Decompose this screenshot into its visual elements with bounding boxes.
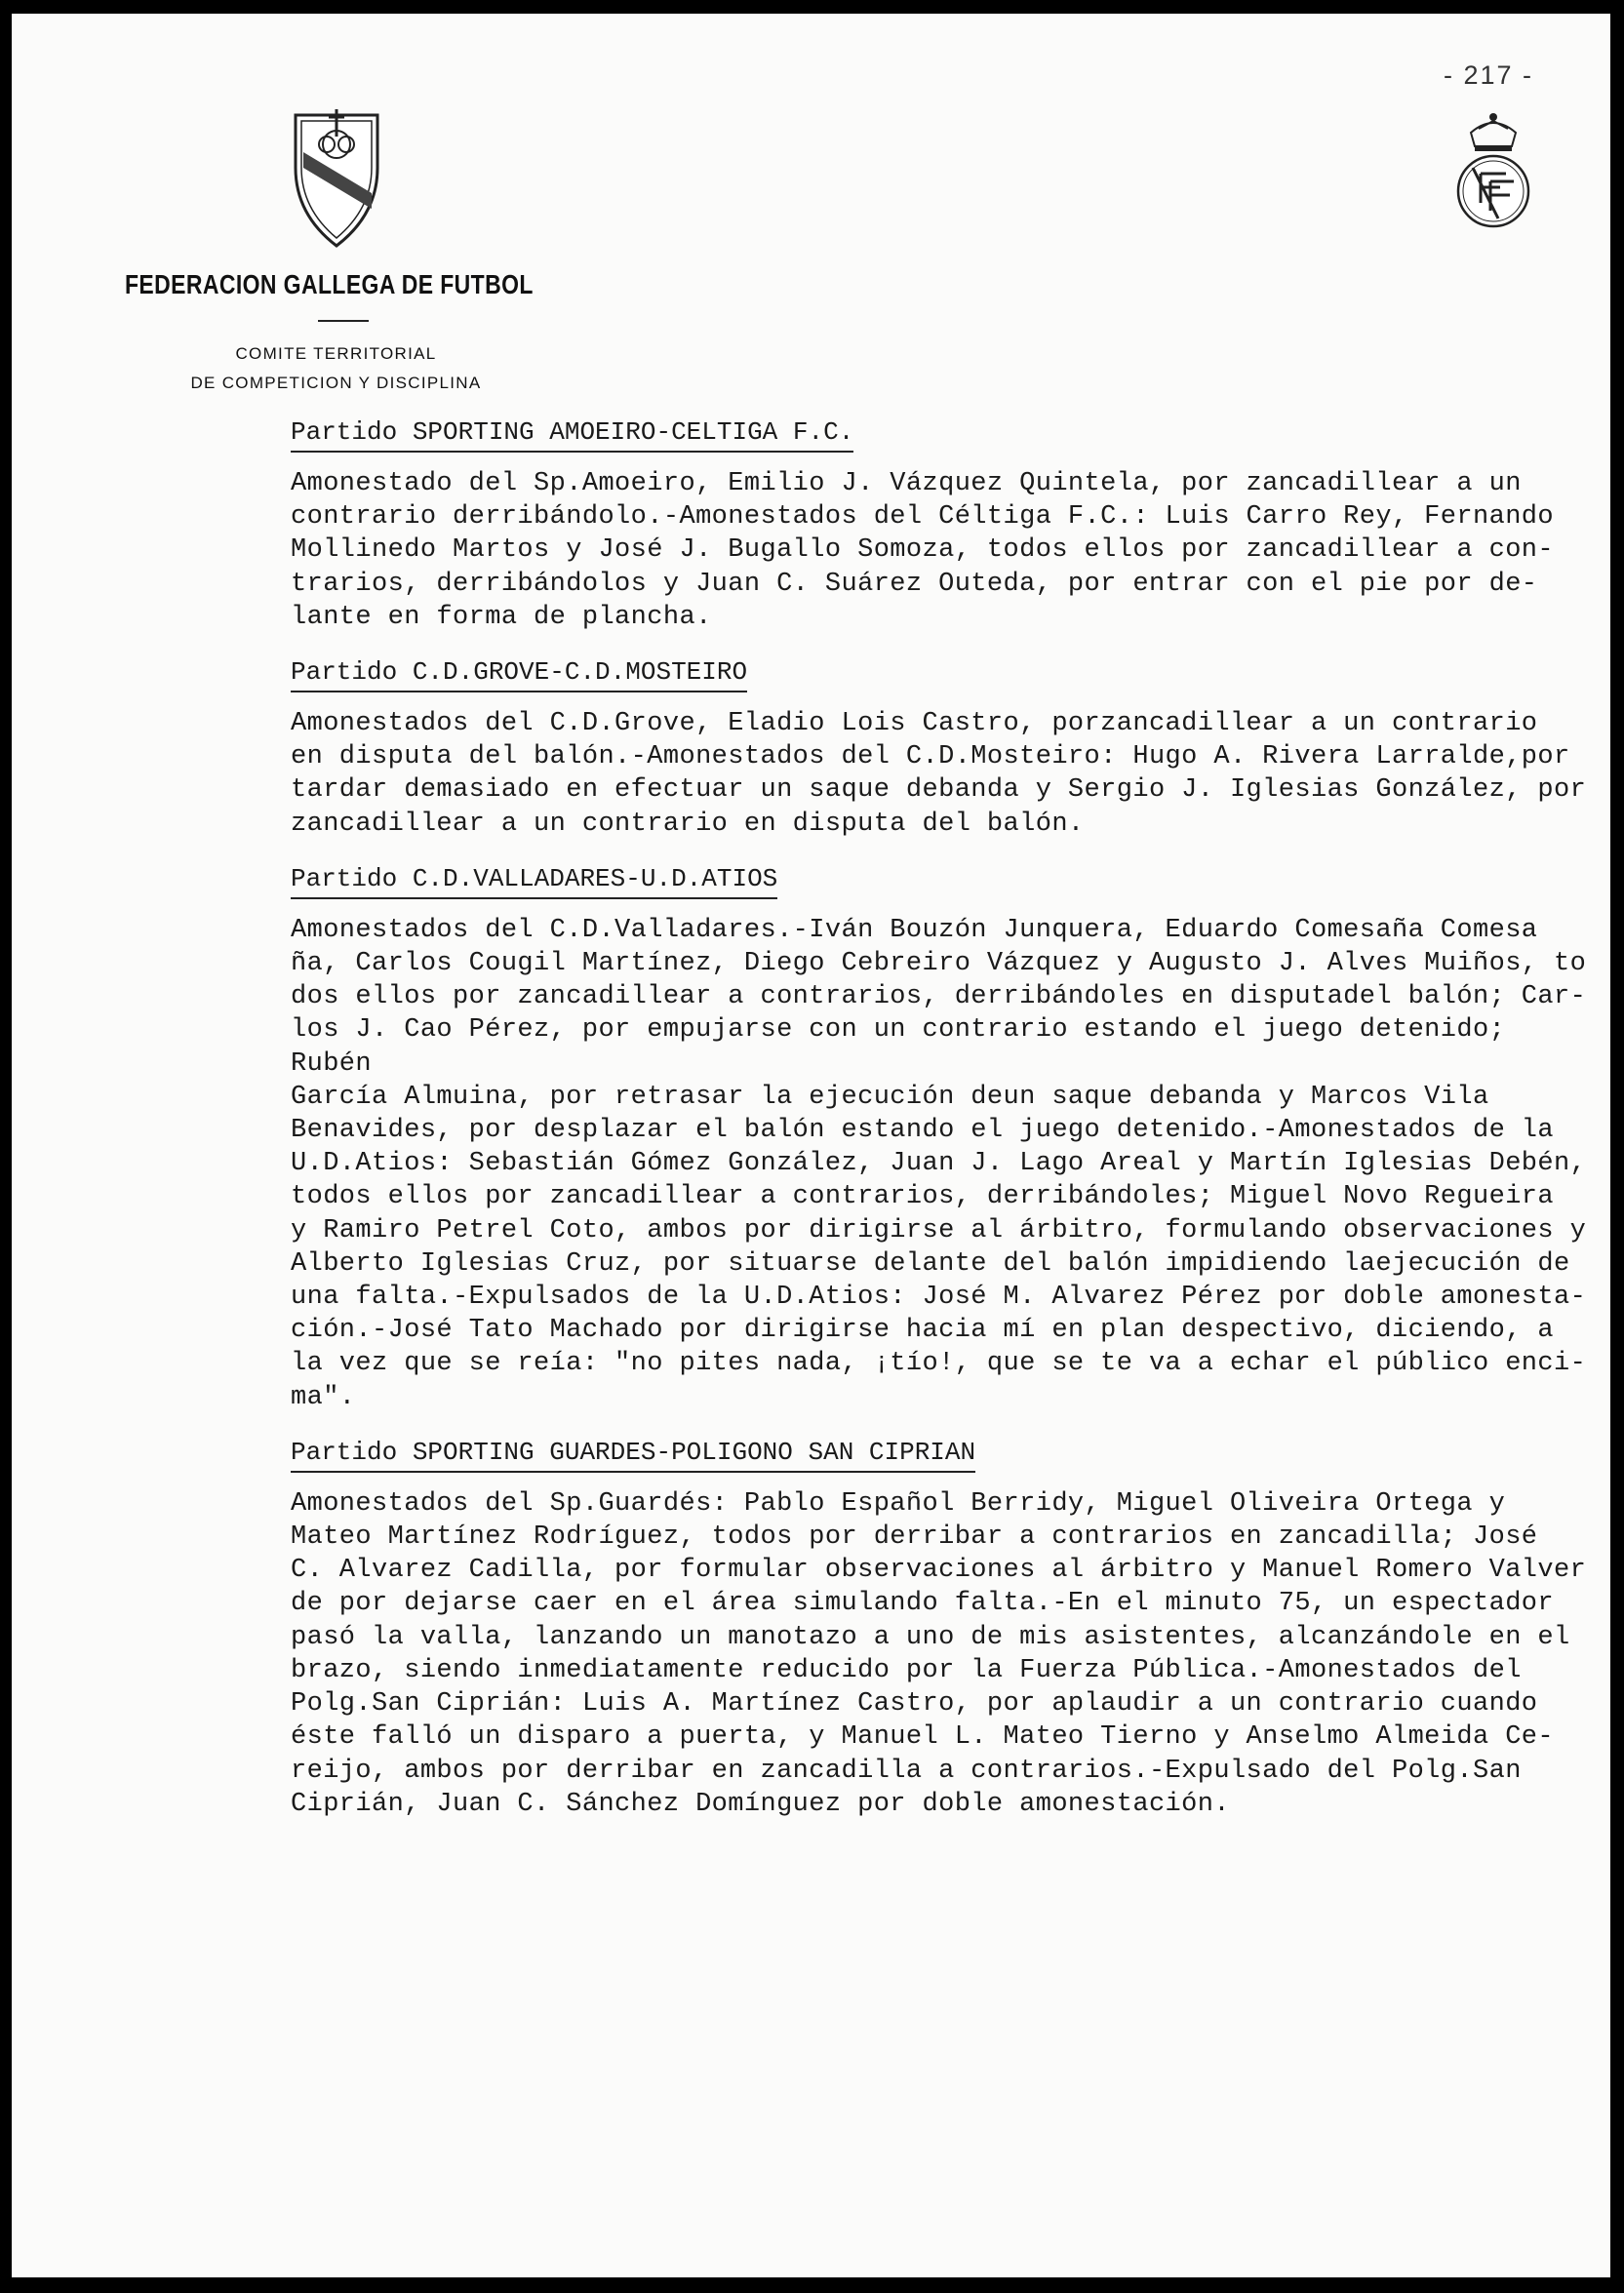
match-section xyxy=(291,862,1598,1414)
report-body xyxy=(291,415,1598,1842)
document-page xyxy=(12,14,1610,2277)
match-report-text: Amonestado del Sp.Amoeiro, Emilio J. Vázquez Quintela, por zancadillear a un contrario derribándolo.-Amonestados del Céltiga F.C.: Luis Carro Rey, Fernando Mollinedo Martos y José J. Bugallo Somoza, todos ellos por zancadillear a con- trarios, derribándolos y Juan C. Suárez Outeda, por entrar con el pie por de- lante en forma de plancha. xyxy=(291,469,1555,632)
match-section xyxy=(291,1436,1598,1821)
match-report-text: Amonestados del C.D.Valladares.-Iván Bouzón Junquera, Eduardo Comesaña Comesa ña, Carlos Cougil Martínez, Diego Cebreiro Vázquez y Augusto J. Alves Muiños, to dos ellos por zancadillear a contrarios, derribándoles en disputadel balón; Car- los J. Cao Pérez, por empujarse con un contrario estando el juego detenido; Rubén García Almuina, por retrasar la ejecución deun saque debanda y Marcos Vila Benavides, por desplazar el balón estando el juego detenido.-Amonestados de la U.D.Atios: Sebastián Gómez González, Juan J. Lago Areal y Martín Iglesias Debén, todos ellos por zancadillear a contrarios, derribándoles; Miguel Novo Regueira y Ramiro Petrel Coto, ambos por dirigirse al árbitro, formulando observaciones y Alberto Iglesias Cruz, por situarse delante del balón impidiendo laejecución de una falta.-Expulsados de la U.D.Atios: José M. Alvarez Pérez por doble amonesta- ción.-José Tato Machado por dirigirse hacia mí en plan despectivo, diciendo, a la vez que se reía: "no pites nada, ¡tío!, que se te va a echar el público enci- ma". xyxy=(291,915,1587,1412)
committee-line-2: DE COMPETICION Y DISCIPLINA xyxy=(190,374,482,392)
match-title: Partido SPORTING GUARDES-POLIGONO SAN CIPRIAN xyxy=(291,1436,975,1473)
spanish-federation-crest-icon xyxy=(1449,103,1537,230)
page-number: - 217 - xyxy=(1444,60,1534,90)
match-section xyxy=(291,415,1598,634)
match-title: Partido C.D.VALLADARES-U.D.ATIOS xyxy=(291,862,777,899)
match-section xyxy=(291,655,1598,841)
galician-federation-shield-icon xyxy=(288,107,385,254)
match-title: Partido C.D.GROVE-C.D.MOSTEIRO xyxy=(291,655,747,692)
header-divider xyxy=(318,320,369,322)
match-title: Partido SPORTING AMOEIRO-CELTIGA F.C. xyxy=(291,415,853,453)
committee-line-1: COMITE TERRITORIAL xyxy=(235,344,437,363)
committee-name xyxy=(148,339,524,398)
match-report-text: Amonestados del C.D.Grove, Eladio Lois Castro, porzancadillear a un contrario en disputa del balón.-Amonestados del C.D.Mosteiro: Hugo A. Rivera Larralde,por tardar demasiado en efectuar un saque debanda y Sergio J. Iglesias González, por zancadillear a un contrario en disputa del balón. xyxy=(291,709,1587,839)
federation-name: FEDERACION GALLEGA DE FUTBOL xyxy=(125,269,534,299)
match-report-text: Amonestados del Sp.Guardés: Pablo Español Berridy, Miguel Oliveira Ortega y Mateo Martínez Rodríguez, todos por derribar a contrarios en zancadilla; José C. Alvarez Cadilla, por formular observaciones al árbitro y Manuel Romero Valver de por dejarse caer en el área simulando falta.-En el minuto 75, un espectador pasó la valla, lanzando un manotazo a uno de mis asistentes, alcanzándole en el brazo, siendo inmediatamente reducido por la Fuerza Pública.-Amonestados del Polg.San Ciprián: Luis A. Martínez Castro, por aplaudir a un contrario cuando éste falló un disparo a puerta, y Manuel L. Mateo Tierno y Anselmo Almeida Ce- reijo, ambos por derribar en zancadilla a contrarios.-Expulsado del Polg.San Ciprián, Juan C. Sánchez Domínguez por doble amonestación. xyxy=(291,1488,1587,1819)
